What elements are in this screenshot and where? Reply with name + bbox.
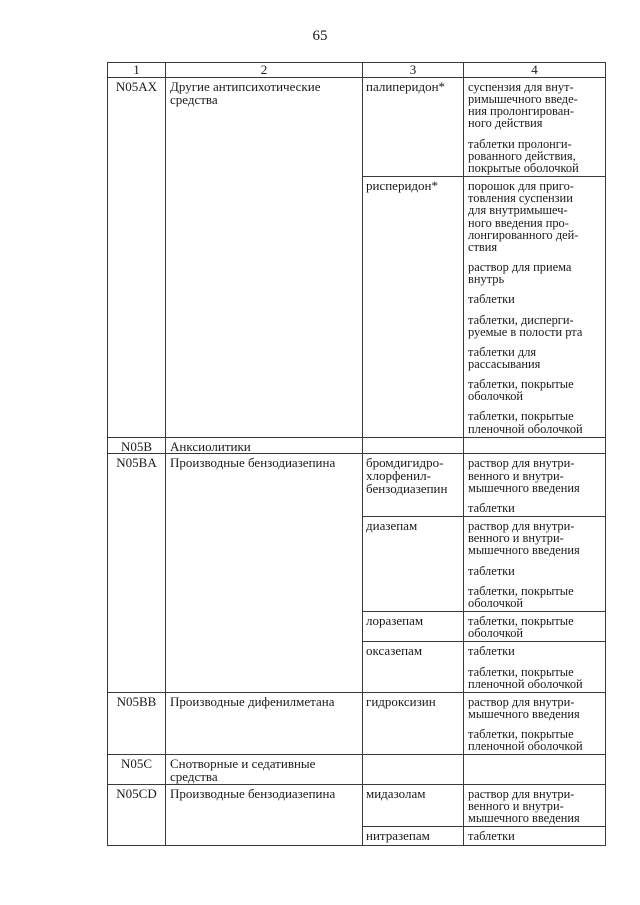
- dosage-form: раствор для приема внутрь: [468, 260, 572, 287]
- dosage-form: раствор для внутри- венного и внутри- мышечного введения: [468, 519, 580, 558]
- table-header-row: [108, 63, 606, 78]
- anatomical-group-cell: Другие антипсихотические средства: [166, 78, 363, 438]
- column-header-3: 3: [363, 63, 464, 78]
- drug-name-cell: гидроксизин: [363, 692, 464, 755]
- drug-name-cell: оксазепам: [363, 642, 464, 692]
- atc-code-cell: N05BA: [108, 454, 166, 692]
- drug-name-cell: рисперидон*: [363, 177, 464, 438]
- atc-code-cell: N05BB: [108, 692, 166, 755]
- drug-name-cell: [363, 755, 464, 784]
- drug-name-cell: лоразепам: [363, 612, 464, 642]
- dosage-form: таблетки пролонги- рованного действия, покрытые оболочкой: [468, 136, 579, 175]
- dosage-form: таблетки, покрытые пленочной оболочкой: [468, 727, 583, 754]
- dosage-form: суспензия для внут- римышечного введе- ния пролонгирован- ного действия: [468, 80, 578, 131]
- column-header-2: 2: [166, 63, 363, 78]
- table-row: [108, 692, 606, 755]
- anatomical-group-cell: Снотворные и седативные средства: [166, 755, 363, 784]
- drug-name-cell: [363, 437, 464, 454]
- drug-name-cell: бромдигидро- хлорфенил- бензодиазепин: [363, 454, 464, 517]
- dosage-form: таблетки, покрытые пленочной оболочкой: [468, 409, 583, 436]
- dosage-forms-cell: [464, 755, 606, 784]
- atc-code-cell: N05B: [108, 437, 166, 454]
- anatomical-group-cell: Производные бензодиазепина: [166, 784, 363, 845]
- dosage-form: таблетки, покрытые оболочкой: [468, 583, 574, 610]
- dosage-forms-cell: [464, 177, 606, 438]
- dosage-forms-cell: [464, 454, 606, 517]
- anatomical-group-cell: Анксиолитики: [166, 437, 363, 454]
- page-number: 65: [312, 28, 328, 44]
- atc-code-cell: N05C: [108, 755, 166, 784]
- dosage-forms-cell: [464, 78, 606, 177]
- dosage-form: таблетки, покрытые пленочной оболочкой: [468, 664, 583, 691]
- anatomical-group-cell: Производные бензодиазепина: [166, 454, 363, 692]
- table-row: [108, 454, 606, 517]
- drug-name-cell: нитразепам: [363, 827, 464, 845]
- drug-table: [107, 62, 606, 846]
- table-row: [108, 755, 606, 784]
- column-header-1: 1: [108, 63, 166, 78]
- dosage-forms-cell: [464, 517, 606, 612]
- table-row: [108, 784, 606, 826]
- dosage-forms-cell: [464, 437, 606, 454]
- table-row: [108, 78, 606, 177]
- dosage-forms-cell: [464, 612, 606, 642]
- dosage-forms-cell: [464, 827, 606, 845]
- table-body: [108, 78, 606, 846]
- dosage-form: таблетки, дисперги- руемые в полости рта: [468, 312, 583, 339]
- dosage-form: таблетки, покрытые оболочкой: [468, 377, 574, 404]
- dosage-form: таблетки: [468, 563, 515, 578]
- dosage-form: порошок для приго- товления суспензии для внутримышеч- ного введения про- лонгированного дей- ствия: [468, 179, 579, 254]
- dosage-form: раствор для внутри- венного и внутри- мышечного введения: [468, 786, 580, 826]
- dosage-form: таблетки: [468, 644, 515, 659]
- dosage-form: таблетки: [468, 829, 515, 844]
- dosage-form: раствор для внутри- мышечного введения: [468, 694, 580, 721]
- drug-name-cell: мидазолам: [363, 784, 464, 826]
- drug-name-cell: диазепам: [363, 517, 464, 612]
- dosage-form: таблетки: [468, 500, 515, 515]
- column-header-4: 4: [464, 63, 606, 78]
- table-row: [108, 437, 606, 454]
- dosage-forms-cell: [464, 784, 606, 826]
- dosage-form: раствор для внутри- венного и внутри- мышечного введения: [468, 456, 580, 495]
- dosage-form: таблетки, покрытые оболочкой: [468, 614, 574, 641]
- dosage-form: таблетки для рассасывания: [468, 344, 541, 371]
- dosage-forms-cell: [464, 692, 606, 755]
- drug-name-cell: палиперидон*: [363, 78, 464, 177]
- dosage-forms-cell: [464, 642, 606, 692]
- atc-code-cell: N05CD: [108, 784, 166, 845]
- anatomical-group-cell: Производные дифенилметана: [166, 692, 363, 755]
- atc-code-cell: N05AX: [108, 78, 166, 438]
- dosage-form: таблетки: [468, 292, 515, 307]
